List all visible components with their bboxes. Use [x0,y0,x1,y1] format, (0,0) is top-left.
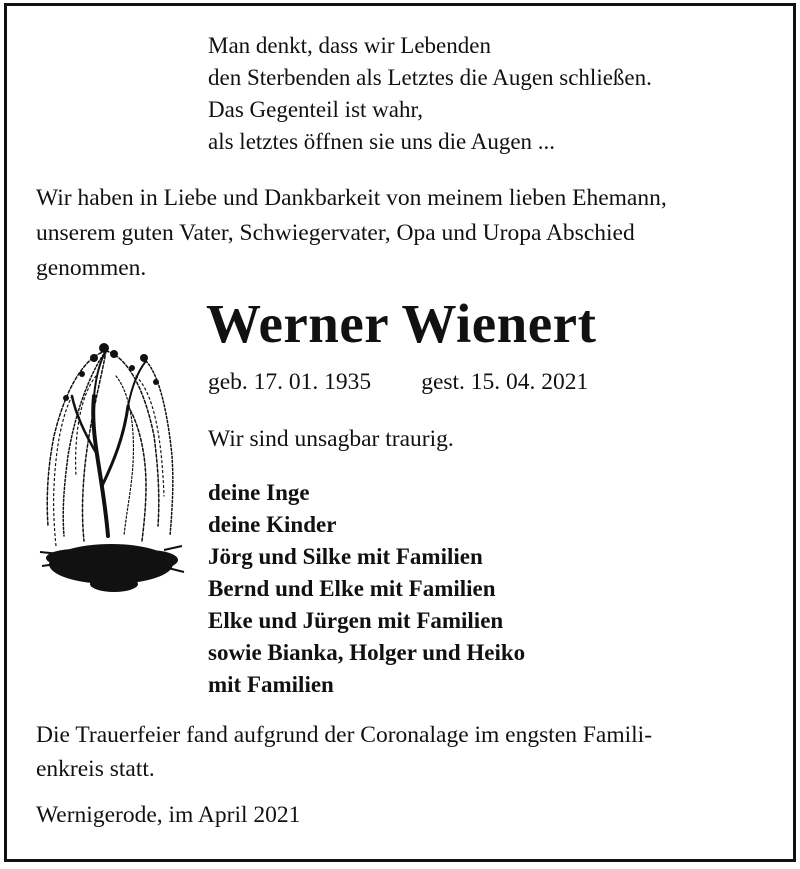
poem [208,30,652,158]
ceremony-note [36,718,652,786]
intro-line: unserem guten Vater, Schwiegervater, Opa und Uropa Abschied [36,220,635,246]
death-date: gest. 15. 04. 2021 [421,369,589,395]
intro-paragraph [36,181,764,286]
family-member: sowie Bianka, Holger und Heiko [208,640,526,665]
poem-line: Das Gegenteil ist wahr, [208,97,423,122]
place-date: Wernigerode, im April 2021 [36,802,301,828]
life-dates [208,367,588,397]
poem-line: Man denkt, dass wir Lebenden [208,33,491,58]
family-member: mit Familien [208,672,334,697]
intro-line: Wir haben in Liebe und Dankbarkeit von meinem lieben Ehemann, [36,185,667,211]
ceremony-line: enkreis statt. [36,756,155,782]
poem-line: als letztes öffnen sie uns die Augen ... [208,129,556,154]
family-member: Elke und Jürgen mit Familien [208,608,504,633]
sentiment-line: Wir sind unsagbar traurig. [208,426,454,452]
family-list [208,477,525,701]
intro-line: genommen. [36,255,147,281]
ceremony-line: Die Trauerfeier fand aufgrund der Coronalage im engsten Famili- [36,722,653,748]
family-member: Jörg und Silke mit Familien [208,544,483,569]
family-member: deine Kinder [208,512,337,537]
family-member: deine Inge [208,480,310,505]
birth-date: geb. 17. 01. 1935 [208,369,372,395]
family-member: Bernd und Elke mit Familien [208,576,496,601]
poem-line: den Sterbenden als Letztes die Augen schließen. [208,65,652,90]
deceased-name: Werner Wienert [206,293,597,354]
weeping-willow-icon [36,336,186,596]
